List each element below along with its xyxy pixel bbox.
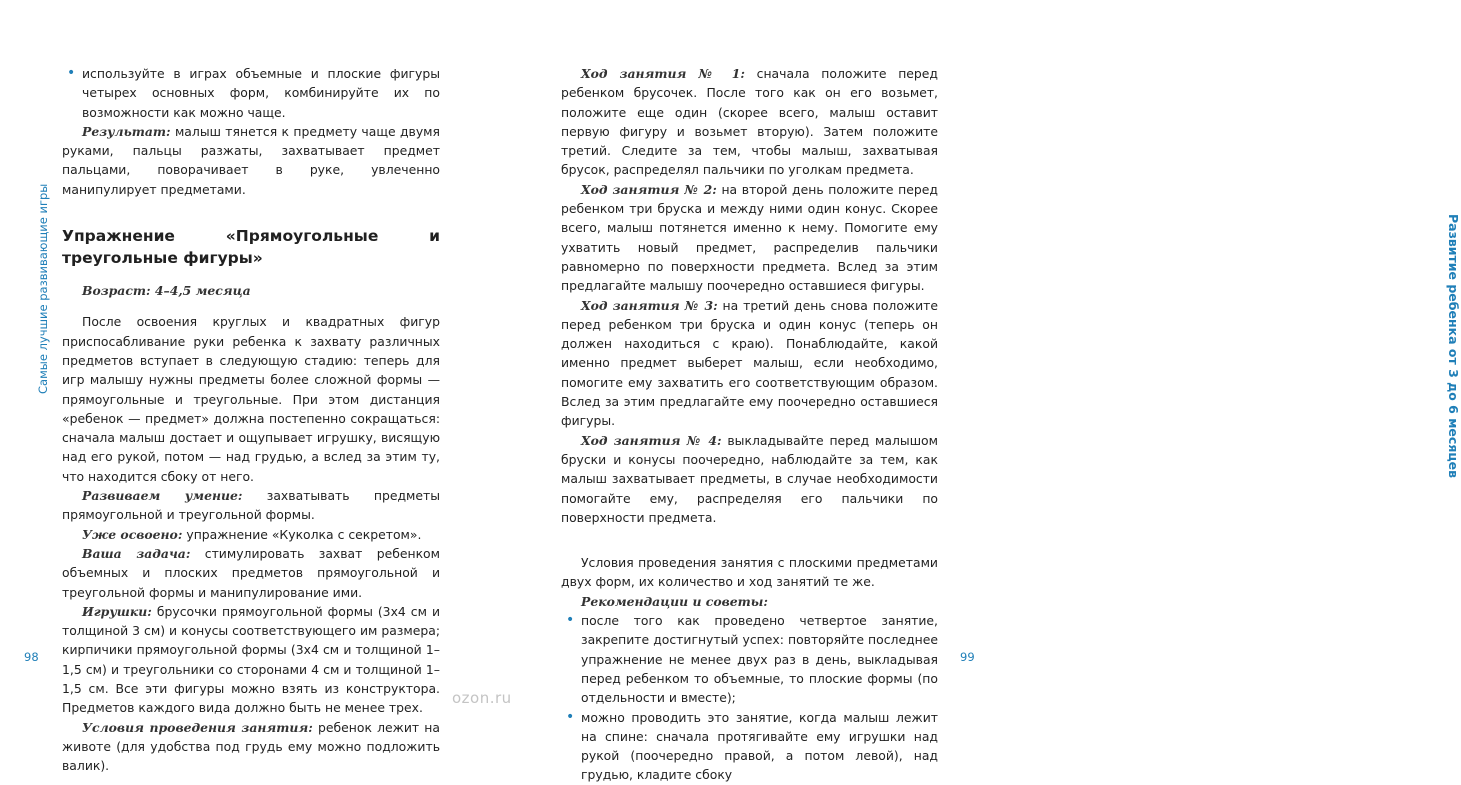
- conditions-paragraph: Условия проведения занятия: ребенок лежит на животе (для удобства под грудь ему можно подложить валик).: [62, 719, 440, 774]
- task-paragraph: Ваша задача: стимулировать захват ребенком объемных и плоских предметов прямоугольной и треугольной формы и манипулирование ими.: [62, 545, 440, 600]
- left-text-column: [62, 64, 440, 776]
- intro-paragraph: После освоения круглых и квадратных фигур приспосабливание руки ребенка к захвату различных предметов вступает в следующую стадию: теперь для игр малышу нужны предметы более сложной формы — прямоугольные и треугольные. При этом дистанция «ребенок — предмет» должна постепенно сокращаться: сначала малыш достает и ощупывает игрушку, висящую над его рукой, потом — над грудью, а вслед за этим ту, что находится сбоку от него.: [62, 314, 440, 484]
- result-label: Результат:: [82, 123, 171, 139]
- age-line: Возраст: 4–4,5 месяца: [82, 283, 251, 299]
- bullet-icon: •: [67, 65, 76, 81]
- lesson-3-paragraph: Ход занятия № 3: на третий день снова положите перед ребенком три бруска и один конус (теперь он должен находиться с краю). Понаблюдайте, какой именно предмет выберет малыш, если необходимо, помогите ему захватить его соответствующим образом. Вслед за этим предлагайте ему поочередно оставшиеся фигуры.: [561, 297, 938, 429]
- toys-paragraph: Игрушки: брусочки прямоугольной формы (3х4 см и толщиной 3 см) и конусы соответствующего им размера; кирпичики прямоугольной формы (3х4 см и толщиной 1–1,5 см) и треугольники со сторонами 4 см и толщиной 1–1,5 см. Все эти фигуры можно взять из конструктора. Предметов каждого вида должно быть не менее трех.: [62, 603, 440, 716]
- lesson-1-paragraph: Ход занятия № 1: сначала положите перед ребенком брусочек. После того как он его возьмет, положите еще один (скорее всего, малыш оставит первую фигуру и возьмет вторую). Затем положите третий. Следите за тем, чтобы малыш, захватывая брусок, распределял пальчики по уголкам предмета.: [561, 66, 938, 178]
- left-page: [0, 0, 499, 774]
- lesson-4-paragraph: Ход занятия № 4: выкладывайте перед малышом бруски и конусы поочередно, наблюдайте за тем, как малыш захватывает предметы, в случае необходимости помогайте ему, распределяя его пальчики по поверхности предмета.: [561, 432, 938, 525]
- bullet-item: • используйте в играх объемные и плоские фигуры четырех основных форм, комбинируйте их по возможности как можно чаще.: [67, 65, 440, 120]
- page-number-left: 98: [24, 650, 39, 664]
- tip-item: • после того как проведено четвертое занятие, закрепите достигнутый успех: повторяйте последнее упражнение не менее двух раз в день, выкладывая перед ребенком то объемные, то плоские формы (по отдельности и вместе);: [566, 612, 938, 706]
- result-paragraph: Результат: малыш тянется к предмету чаще двумя руками, пальцы разжаты, захватывает предмет пальцами, поворачивает в руке, увлеченно манипулирует предметами.: [62, 123, 440, 197]
- bullet-icon: •: [566, 612, 575, 629]
- watermark: ozon.ru: [452, 689, 512, 707]
- left-running-title: Самые лучшие развивающие игры: [36, 183, 50, 394]
- right-page: [499, 0, 1461, 783]
- skill-paragraph: Развиваем умение: захватывать предметы прямоугольной и треугольной формы.: [62, 488, 440, 523]
- flat-objects-paragraph: Условия проведения занятия с плоскими предметами двух форм, их количество и ход занятий те же.: [561, 555, 938, 590]
- mastered-paragraph: Уже освоено: упражнение «Куколка с секретом».: [82, 526, 422, 542]
- exercise-heading: Упражнение «Прямоугольные и треугольные фигуры»: [62, 227, 440, 268]
- right-running-title: Развитие ребенка от 3 до 6 месяцев: [1446, 214, 1461, 479]
- right-text-column: [561, 64, 938, 785]
- bullet-icon: •: [566, 708, 575, 725]
- tip-item: • можно проводить это занятие, когда малыш лежит на спине: сначала протягивайте ему игрушки над рукой (поочередно правой, а потом левой), над грудью, кладите сбоку: [566, 708, 938, 783]
- lesson-2-paragraph: Ход занятия № 2: на второй день положите перед ребенком три бруска и между ними один конус. Скорее всего, малыш потянется именно к нему. Помогите ему ухватить новый предмет, распределив пальчики равномерно по поверхности предмета. Вслед за этим предлагайте малышу поочередно оставшиеся фигуры.: [561, 181, 938, 294]
- page-number-right: 99: [960, 650, 975, 664]
- tips-heading: Рекомендации и советы:: [581, 593, 768, 609]
